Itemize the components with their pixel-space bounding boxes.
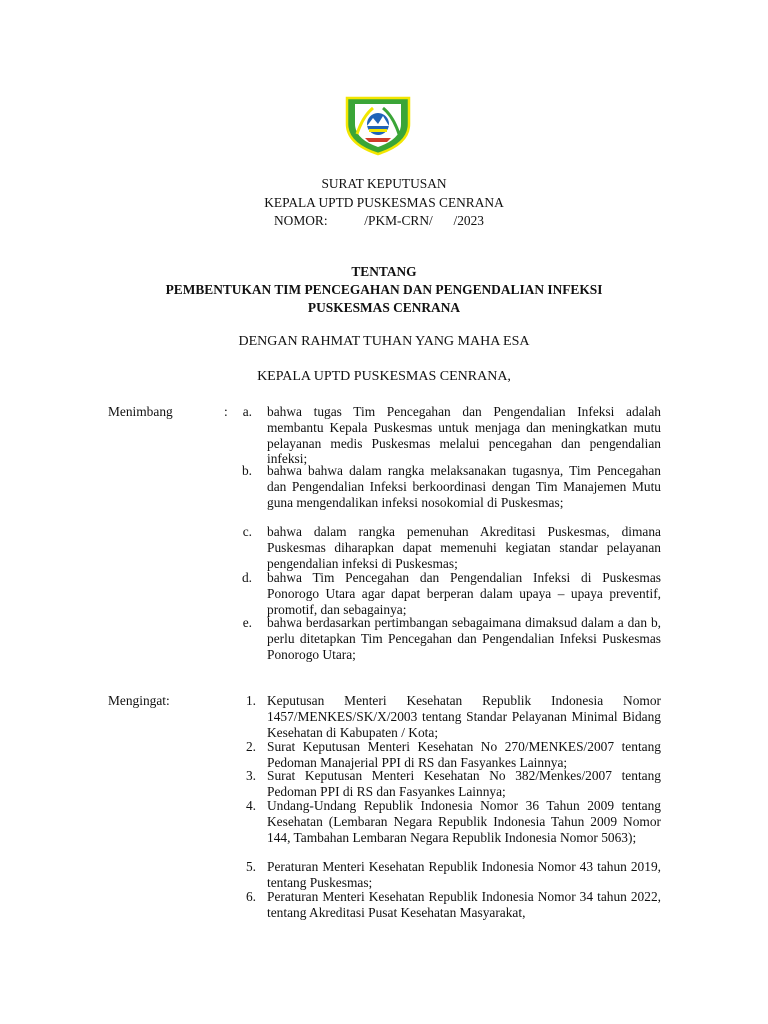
item-mark: 2.: [245, 739, 256, 754]
item-mark: e.: [242, 615, 252, 630]
rahmat-line: DENGAN RAHMAT TUHAN YANG MAHA ESA: [238, 334, 530, 349]
item-mark: 6.: [245, 889, 256, 904]
nomor-year: /2023: [453, 213, 484, 228]
item-text: Undang-Undang Republik Indonesia Nomor 36 Tahun 2009 tentang Kesehatan (Lembaran Negara Republik Indonesia Tahun 2009 Nomor 144, Tambahan Lembaran Negara Republik Indonesia Nomor 5063);: [267, 798, 661, 845]
menimbang-label: Menimbang: [108, 404, 173, 419]
item-text: bahwa bahwa dalam rangka melaksanakan tugasnya, Tim Pencegahan dan Pengendalian Infeksi berkoordinasi dengan Tim Manajemen Mutu guna mengendalikan infeksi nosokomial di Puskesmas;: [267, 463, 661, 510]
item-mark: 1.: [245, 693, 256, 708]
item-text: bahwa dalam rangka pemenuhan Akreditasi Puskesmas, dimana Puskesmas diharapkan dapat memenuhi kegiatan standar pelayanan pengendalian infeksi di Puskesmas;: [267, 524, 661, 571]
item-text: Surat Keputusan Menteri Kesehatan No 270/MENKES/2007 tentang Pedoman Manajerial PPI di RS dan Fasyankes Lainnya;: [267, 739, 661, 770]
title-line-1: PEMBENTUKAN TIM PENCEGAHAN DAN PENGENDALIAN INFEKSI: [165, 282, 603, 297]
kepala-line: KEPALA UPTD PUSKESMAS CENRANA,: [257, 369, 511, 384]
header-line-1: SURAT KEPUTUSAN: [321, 176, 447, 191]
title-line-2: PUSKESMAS CENRANA: [307, 300, 461, 315]
mengingat-colon: :: [166, 693, 170, 708]
item-text: bahwa Tim Pencegahan dan Pengendalian Infeksi di Puskesmas Ponorogo Utara agar dapat berperan dalam upaya – upaya preventif, promotif, dan sebagainya;: [267, 570, 661, 617]
nomor-label: NOMOR:: [274, 213, 328, 228]
menimbang-colon: :: [224, 404, 228, 419]
nomor-value: /PKM-CRN/: [364, 213, 433, 228]
item-mark: a.: [242, 404, 252, 419]
item-mark: 5.: [245, 859, 256, 874]
item-text: Keputusan Menteri Kesehatan Republik Indonesia Nomor 1457/MENKES/SK/X/2003 tentang Standar Pelayanan Minimal Bidang Kesehatan di Kabupaten / Kota;: [267, 693, 661, 740]
item-text: Surat Keputusan Menteri Kesehatan No 382/Menkes/2007 tentang Pedoman PPI di RS dan Fasyankes Lainnya;: [267, 768, 661, 799]
item-mark: 3.: [245, 768, 256, 783]
puskesmas-emblem-icon: [343, 94, 413, 156]
item-text: bahwa tugas Tim Pencegahan dan Pengendalian Infeksi adalah membantu Kepala Puskesmas untuk menjaga dan meningkatkan mutu pelayanan medis Puskesmas melalui pencegahan dan pengendalian infeksi;: [267, 404, 661, 467]
item-mark: d.: [241, 570, 252, 585]
item-mark: 4.: [245, 798, 256, 813]
nomor-line: [274, 213, 484, 229]
mengingat-label-text: Mengingat: [108, 693, 167, 708]
item-text: bahwa berdasarkan pertimbangan sebagaimana dimaksud dalam a dan b, perlu ditetapkan Tim Pencegahan dan Pengendalian Infeksi Puskesmas Ponorogo Utara;: [267, 615, 661, 662]
tentang-heading: TENTANG: [351, 264, 417, 279]
mengingat-label: [108, 693, 170, 709]
item-text: Peraturan Menteri Kesehatan Republik Indonesia Nomor 34 tahun 2022, tentang Akreditasi Pusat Kesehatan Masyarakat,: [267, 889, 661, 920]
item-text: Peraturan Menteri Kesehatan Republik Indonesia Nomor 43 tahun 2019, tentang Puskesmas;: [267, 859, 661, 890]
item-mark: c.: [242, 524, 252, 539]
item-mark: b.: [241, 463, 252, 478]
header-line-2: KEPALA UPTD PUSKESMAS CENRANA: [264, 195, 504, 210]
